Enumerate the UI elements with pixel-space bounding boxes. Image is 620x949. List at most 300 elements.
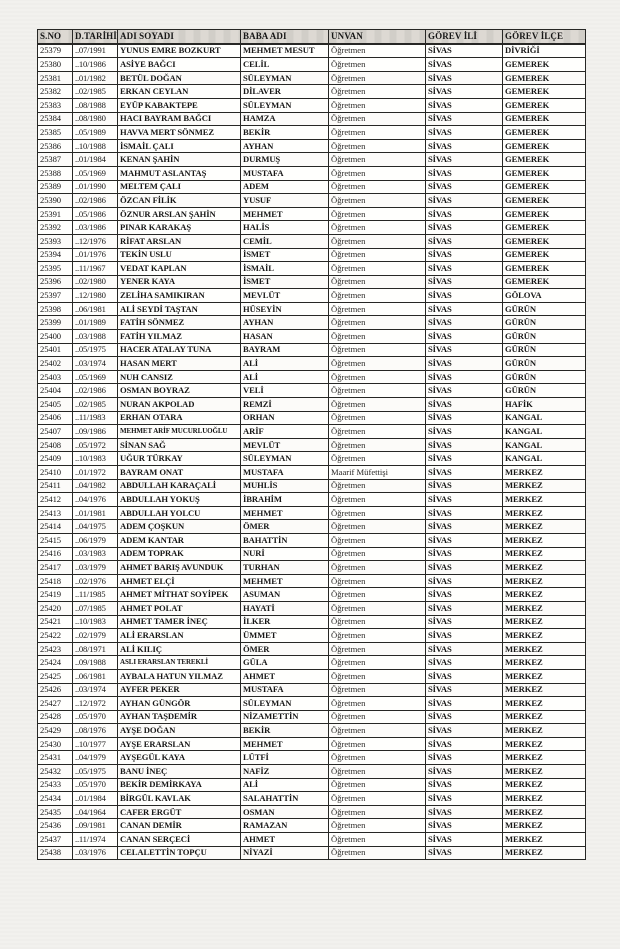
cell-father-name: ÜMMET bbox=[241, 629, 329, 643]
cell-birth-date: ..05/1989 bbox=[73, 126, 118, 140]
cell-title: Öğretmen bbox=[329, 588, 426, 602]
cell-sno: 25397 bbox=[38, 289, 73, 303]
cell-title: Öğretmen bbox=[329, 751, 426, 765]
cell-father-name: AHMET bbox=[241, 833, 329, 847]
cell-title: Öğretmen bbox=[329, 792, 426, 806]
cell-birth-date: ..05/1975 bbox=[73, 765, 118, 779]
cell-duty-province: SİVAS bbox=[426, 289, 503, 303]
cell-duty-district: GÜRÜN bbox=[503, 370, 586, 384]
cell-father-name: BAYRAM bbox=[241, 343, 329, 357]
cell-title: Öğretmen bbox=[329, 493, 426, 507]
cell-father-name: GÜLA bbox=[241, 656, 329, 670]
cell-title: Öğretmen bbox=[329, 112, 426, 126]
cell-father-name: BEKİR bbox=[241, 724, 329, 738]
cell-title: Öğretmen bbox=[329, 724, 426, 738]
cell-duty-district: MERKEZ bbox=[503, 506, 586, 520]
cell-father-name: YUSUF bbox=[241, 194, 329, 208]
cell-father-name: ALİ bbox=[241, 370, 329, 384]
table-row bbox=[38, 153, 586, 167]
cell-birth-date: ..03/1983 bbox=[73, 547, 118, 561]
table-row bbox=[38, 561, 586, 575]
cell-duty-province: SİVAS bbox=[426, 629, 503, 643]
cell-duty-province: SİVAS bbox=[426, 425, 503, 439]
cell-duty-province: SİVAS bbox=[426, 805, 503, 819]
cell-title: Öğretmen bbox=[329, 85, 426, 99]
cell-title: Öğretmen bbox=[329, 601, 426, 615]
cell-duty-province: SİVAS bbox=[426, 452, 503, 466]
cell-father-name: SÜLEYMAN bbox=[241, 452, 329, 466]
cell-sno: 25391 bbox=[38, 207, 73, 221]
cell-sno: 25398 bbox=[38, 302, 73, 316]
cell-sno: 25417 bbox=[38, 561, 73, 575]
cell-father-name: MEHMET bbox=[241, 506, 329, 520]
cell-duty-province: SİVAS bbox=[426, 642, 503, 656]
table-row bbox=[38, 710, 586, 724]
cell-father-name: ÖMER bbox=[241, 642, 329, 656]
cell-duty-province: SİVAS bbox=[426, 411, 503, 425]
cell-duty-district: GEMEREK bbox=[503, 126, 586, 140]
cell-father-name: DİLAVER bbox=[241, 85, 329, 99]
cell-sno: 25419 bbox=[38, 588, 73, 602]
cell-birth-date: ..11/1983 bbox=[73, 411, 118, 425]
cell-birth-date: ..04/1975 bbox=[73, 520, 118, 534]
cell-father-name: NURİ bbox=[241, 547, 329, 561]
cell-father-name: ALİ bbox=[241, 357, 329, 371]
cell-father-name: MEHMET bbox=[241, 207, 329, 221]
cell-duty-district: MERKEZ bbox=[503, 642, 586, 656]
table-row bbox=[38, 112, 586, 126]
cell-birth-date: ..01/1989 bbox=[73, 316, 118, 330]
cell-birth-date: ..06/1981 bbox=[73, 669, 118, 683]
cell-duty-district: MERKEZ bbox=[503, 533, 586, 547]
cell-sno: 25433 bbox=[38, 778, 73, 792]
cell-duty-district: GÖLOVA bbox=[503, 289, 586, 303]
table-row bbox=[38, 425, 586, 439]
cell-sno: 25412 bbox=[38, 493, 73, 507]
header-row bbox=[38, 30, 586, 44]
cell-birth-date: ..08/1988 bbox=[73, 98, 118, 112]
cell-title: Öğretmen bbox=[329, 411, 426, 425]
cell-title: Öğretmen bbox=[329, 452, 426, 466]
cell-duty-district: GÜRÜN bbox=[503, 343, 586, 357]
table-row bbox=[38, 792, 586, 806]
cell-title: Maarif Müfettişi bbox=[329, 466, 426, 480]
cell-title: Öğretmen bbox=[329, 316, 426, 330]
cell-sno: 25404 bbox=[38, 384, 73, 398]
cell-full-name: CELALETTİN TOPÇU bbox=[118, 846, 241, 860]
cell-birth-date: ..08/1980 bbox=[73, 112, 118, 126]
table-row bbox=[38, 438, 586, 452]
cell-duty-province: SİVAS bbox=[426, 370, 503, 384]
cell-full-name: CAFER ERGÜT bbox=[118, 805, 241, 819]
cell-title: Öğretmen bbox=[329, 642, 426, 656]
table-row bbox=[38, 85, 586, 99]
table-row bbox=[38, 778, 586, 792]
cell-sno: 25393 bbox=[38, 234, 73, 248]
cell-sno: 25381 bbox=[38, 71, 73, 85]
cell-full-name: OSMAN BOYRAZ bbox=[118, 384, 241, 398]
cell-full-name: ADEM TOPRAK bbox=[118, 547, 241, 561]
cell-duty-province: SİVAS bbox=[426, 547, 503, 561]
cell-duty-district: GEMEREK bbox=[503, 194, 586, 208]
cell-duty-province: SİVAS bbox=[426, 533, 503, 547]
cell-full-name: BAYRAM ONAT bbox=[118, 466, 241, 480]
cell-father-name: NAFİZ bbox=[241, 765, 329, 779]
cell-duty-province: SİVAS bbox=[426, 737, 503, 751]
cell-father-name: CEMİL bbox=[241, 234, 329, 248]
cell-duty-province: SİVAS bbox=[426, 207, 503, 221]
cell-duty-province: SİVAS bbox=[426, 819, 503, 833]
cell-duty-province: SİVAS bbox=[426, 765, 503, 779]
cell-sno: 25385 bbox=[38, 126, 73, 140]
cell-father-name: ASUMAN bbox=[241, 588, 329, 602]
cell-full-name: ABDULLAH YOKUŞ bbox=[118, 493, 241, 507]
cell-birth-date: ..12/1980 bbox=[73, 289, 118, 303]
table-row bbox=[38, 180, 586, 194]
cell-sno: 25394 bbox=[38, 248, 73, 262]
cell-duty-province: SİVAS bbox=[426, 493, 503, 507]
cell-father-name: AYHAN bbox=[241, 316, 329, 330]
cell-father-name: MUSTAFA bbox=[241, 683, 329, 697]
cell-sno: 25380 bbox=[38, 58, 73, 72]
cell-birth-date: ..02/1979 bbox=[73, 629, 118, 643]
cell-sno: 25392 bbox=[38, 221, 73, 235]
table-row bbox=[38, 656, 586, 670]
cell-birth-date: ..11/1985 bbox=[73, 588, 118, 602]
cell-duty-district: MERKEZ bbox=[503, 710, 586, 724]
table-row bbox=[38, 302, 586, 316]
cell-father-name: MEHMET bbox=[241, 574, 329, 588]
cell-title: Öğretmen bbox=[329, 357, 426, 371]
cell-duty-district: KANGAL bbox=[503, 438, 586, 452]
cell-title: Öğretmen bbox=[329, 207, 426, 221]
cell-duty-province: SİVAS bbox=[426, 710, 503, 724]
cell-duty-district: GEMEREK bbox=[503, 153, 586, 167]
cell-sno: 25401 bbox=[38, 343, 73, 357]
cell-title: Öğretmen bbox=[329, 71, 426, 85]
cell-sno: 25426 bbox=[38, 683, 73, 697]
cell-duty-district: MERKEZ bbox=[503, 520, 586, 534]
cell-birth-date: ..03/1979 bbox=[73, 561, 118, 575]
cell-full-name: AYBALA HATUN YILMAZ bbox=[118, 669, 241, 683]
cell-title: Öğretmen bbox=[329, 289, 426, 303]
cell-duty-province: SİVAS bbox=[426, 683, 503, 697]
cell-duty-district: HAFİK bbox=[503, 398, 586, 412]
table-row bbox=[38, 669, 586, 683]
cell-duty-district: KANGAL bbox=[503, 425, 586, 439]
cell-father-name: MEHMET bbox=[241, 737, 329, 751]
table-row bbox=[38, 98, 586, 112]
cell-sno: 25416 bbox=[38, 547, 73, 561]
cell-duty-district: GEMEREK bbox=[503, 85, 586, 99]
cell-duty-province: SİVAS bbox=[426, 262, 503, 276]
cell-sno: 25425 bbox=[38, 669, 73, 683]
cell-duty-district: KANGAL bbox=[503, 411, 586, 425]
cell-duty-province: SİVAS bbox=[426, 833, 503, 847]
cell-duty-district: MERKEZ bbox=[503, 737, 586, 751]
cell-father-name: ALİ bbox=[241, 778, 329, 792]
cell-father-name: VELİ bbox=[241, 384, 329, 398]
table-row bbox=[38, 805, 586, 819]
cell-father-name: MEVLÜT bbox=[241, 438, 329, 452]
table-row bbox=[38, 343, 586, 357]
cell-duty-district: GEMEREK bbox=[503, 98, 586, 112]
cell-full-name: AHMET POLAT bbox=[118, 601, 241, 615]
cell-sno: 25414 bbox=[38, 520, 73, 534]
cell-birth-date: ..02/1980 bbox=[73, 275, 118, 289]
table-row bbox=[38, 520, 586, 534]
table-row bbox=[38, 737, 586, 751]
cell-father-name: HÜSEYİN bbox=[241, 302, 329, 316]
cell-birth-date: ..12/1976 bbox=[73, 234, 118, 248]
cell-birth-date: ..05/1970 bbox=[73, 778, 118, 792]
cell-duty-province: SİVAS bbox=[426, 506, 503, 520]
cell-father-name: ORHAN bbox=[241, 411, 329, 425]
cell-sno: 25382 bbox=[38, 85, 73, 99]
cell-duty-province: SİVAS bbox=[426, 248, 503, 262]
cell-title: Öğretmen bbox=[329, 234, 426, 248]
cell-birth-date: ..04/1976 bbox=[73, 493, 118, 507]
cell-sno: 25422 bbox=[38, 629, 73, 643]
cell-duty-province: SİVAS bbox=[426, 330, 503, 344]
cell-father-name: NİYAZİ bbox=[241, 846, 329, 860]
cell-father-name: SÜLEYMAN bbox=[241, 98, 329, 112]
cell-full-name: BEKİR DEMİRKAYA bbox=[118, 778, 241, 792]
cell-duty-district: MERKEZ bbox=[503, 846, 586, 860]
cell-father-name: MEVLÜT bbox=[241, 289, 329, 303]
cell-father-name: BAHATTİN bbox=[241, 533, 329, 547]
cell-duty-province: SİVAS bbox=[426, 601, 503, 615]
cell-duty-province: SİVAS bbox=[426, 588, 503, 602]
cell-sno: 25431 bbox=[38, 751, 73, 765]
cell-duty-province: SİVAS bbox=[426, 44, 503, 58]
cell-sno: 25403 bbox=[38, 370, 73, 384]
cell-duty-district: MERKEZ bbox=[503, 751, 586, 765]
cell-title: Öğretmen bbox=[329, 166, 426, 180]
table-row bbox=[38, 262, 586, 276]
cell-duty-district: GÜRÜN bbox=[503, 357, 586, 371]
cell-father-name: HAYATİ bbox=[241, 601, 329, 615]
header-cell-sno: S.NO bbox=[38, 30, 73, 44]
cell-full-name: YUNUS EMRE BOZKURT bbox=[118, 44, 241, 58]
table-row bbox=[38, 601, 586, 615]
cell-full-name: YENER KAYA bbox=[118, 275, 241, 289]
cell-full-name: PINAR KARAKAŞ bbox=[118, 221, 241, 235]
cell-title: Öğretmen bbox=[329, 438, 426, 452]
cell-sno: 25409 bbox=[38, 452, 73, 466]
cell-full-name: ADEM ÇOŞKUN bbox=[118, 520, 241, 534]
cell-full-name: CANAN SERÇECİ bbox=[118, 833, 241, 847]
cell-duty-district: DİVRİĞİ bbox=[503, 44, 586, 58]
cell-full-name: MELTEM ÇALI bbox=[118, 180, 241, 194]
cell-duty-province: SİVAS bbox=[426, 724, 503, 738]
cell-full-name: HACI BAYRAM BAĞCI bbox=[118, 112, 241, 126]
cell-birth-date: ..06/1981 bbox=[73, 302, 118, 316]
cell-sno: 25383 bbox=[38, 98, 73, 112]
cell-sno: 25386 bbox=[38, 139, 73, 153]
cell-duty-province: SİVAS bbox=[426, 466, 503, 480]
cell-duty-district: GEMEREK bbox=[503, 71, 586, 85]
cell-birth-date: ..10/1986 bbox=[73, 58, 118, 72]
cell-father-name: AYHAN bbox=[241, 139, 329, 153]
cell-full-name: NUH CANSIZ bbox=[118, 370, 241, 384]
cell-sno: 25406 bbox=[38, 411, 73, 425]
cell-father-name: NİZAMETTİN bbox=[241, 710, 329, 724]
cell-sno: 25437 bbox=[38, 833, 73, 847]
cell-duty-district: MERKEZ bbox=[503, 805, 586, 819]
cell-full-name: RİFAT ARSLAN bbox=[118, 234, 241, 248]
cell-duty-province: SİVAS bbox=[426, 126, 503, 140]
cell-duty-district: GÜRÜN bbox=[503, 316, 586, 330]
cell-title: Öğretmen bbox=[329, 805, 426, 819]
cell-sno: 25387 bbox=[38, 153, 73, 167]
cell-duty-province: SİVAS bbox=[426, 180, 503, 194]
cell-father-name: REMZİ bbox=[241, 398, 329, 412]
cell-sno: 25388 bbox=[38, 166, 73, 180]
cell-father-name: CELİL bbox=[241, 58, 329, 72]
cell-duty-district: MERKEZ bbox=[503, 601, 586, 615]
cell-duty-district: MERKEZ bbox=[503, 561, 586, 575]
header-cell-full-name: ADI SOYADI bbox=[118, 30, 241, 44]
cell-father-name: HAMZA bbox=[241, 112, 329, 126]
cell-birth-date: ..05/1969 bbox=[73, 370, 118, 384]
header-cell-title: UNVAN bbox=[329, 30, 426, 44]
cell-sno: 25421 bbox=[38, 615, 73, 629]
cell-duty-province: SİVAS bbox=[426, 778, 503, 792]
cell-sno: 25438 bbox=[38, 846, 73, 860]
table-header bbox=[38, 30, 586, 44]
cell-title: Öğretmen bbox=[329, 58, 426, 72]
cell-duty-district: KANGAL bbox=[503, 452, 586, 466]
table-row bbox=[38, 316, 586, 330]
cell-birth-date: ..01/1972 bbox=[73, 466, 118, 480]
cell-full-name: AYFER PEKER bbox=[118, 683, 241, 697]
cell-father-name: AHMET bbox=[241, 669, 329, 683]
table-row bbox=[38, 629, 586, 643]
cell-duty-district: GÜRÜN bbox=[503, 384, 586, 398]
cell-title: Öğretmen bbox=[329, 98, 426, 112]
cell-duty-district: MERKEZ bbox=[503, 683, 586, 697]
cell-duty-province: SİVAS bbox=[426, 58, 503, 72]
table-row bbox=[38, 466, 586, 480]
table-row bbox=[38, 248, 586, 262]
cell-full-name: ERKAN CEYLAN bbox=[118, 85, 241, 99]
cell-title: Öğretmen bbox=[329, 221, 426, 235]
table-row bbox=[38, 194, 586, 208]
cell-birth-date: ..01/1990 bbox=[73, 180, 118, 194]
cell-birth-date: ..02/1985 bbox=[73, 85, 118, 99]
cell-sno: 25407 bbox=[38, 425, 73, 439]
cell-title: Öğretmen bbox=[329, 153, 426, 167]
cell-full-name: ASİYE BAĞCI bbox=[118, 58, 241, 72]
table-row bbox=[38, 452, 586, 466]
table-row bbox=[38, 166, 586, 180]
cell-sno: 25413 bbox=[38, 506, 73, 520]
cell-duty-province: SİVAS bbox=[426, 112, 503, 126]
table-row bbox=[38, 370, 586, 384]
cell-full-name: AYHAN GÜNGÖR bbox=[118, 697, 241, 711]
cell-full-name: BİRGÜL KAVLAK bbox=[118, 792, 241, 806]
cell-sno: 25428 bbox=[38, 710, 73, 724]
cell-sno: 25396 bbox=[38, 275, 73, 289]
cell-duty-province: SİVAS bbox=[426, 166, 503, 180]
table-row bbox=[38, 683, 586, 697]
cell-title: Öğretmen bbox=[329, 520, 426, 534]
cell-duty-district: MERKEZ bbox=[503, 724, 586, 738]
cell-sno: 25418 bbox=[38, 574, 73, 588]
cell-title: Öğretmen bbox=[329, 710, 426, 724]
table-row bbox=[38, 398, 586, 412]
table-row bbox=[38, 533, 586, 547]
cell-birth-date: ..03/1974 bbox=[73, 683, 118, 697]
cell-duty-district: GEMEREK bbox=[503, 58, 586, 72]
cell-duty-district: GEMEREK bbox=[503, 275, 586, 289]
cell-birth-date: ..04/1982 bbox=[73, 479, 118, 493]
cell-father-name: SÜLEYMAN bbox=[241, 71, 329, 85]
cell-father-name: MUSTAFA bbox=[241, 466, 329, 480]
cell-title: Öğretmen bbox=[329, 737, 426, 751]
cell-duty-district: MERKEZ bbox=[503, 547, 586, 561]
cell-duty-province: SİVAS bbox=[426, 221, 503, 235]
cell-birth-date: ..09/1988 bbox=[73, 656, 118, 670]
cell-title: Öğretmen bbox=[329, 506, 426, 520]
cell-full-name: AHMET MİTHAT SOYİPEK bbox=[118, 588, 241, 602]
cell-title: Öğretmen bbox=[329, 669, 426, 683]
cell-birth-date: ..11/1974 bbox=[73, 833, 118, 847]
cell-father-name: ÖMER bbox=[241, 520, 329, 534]
cell-father-name: ADEM bbox=[241, 180, 329, 194]
cell-full-name: BETÜL DOĞAN bbox=[118, 71, 241, 85]
cell-title: Öğretmen bbox=[329, 44, 426, 58]
cell-sno: 25429 bbox=[38, 724, 73, 738]
table-row bbox=[38, 724, 586, 738]
cell-title: Öğretmen bbox=[329, 833, 426, 847]
cell-full-name: SİNAN SAĞ bbox=[118, 438, 241, 452]
cell-sno: 25379 bbox=[38, 44, 73, 58]
cell-sno: 25399 bbox=[38, 316, 73, 330]
table-row bbox=[38, 697, 586, 711]
cell-duty-district: MERKEZ bbox=[503, 629, 586, 643]
cell-full-name: AHMET BARIŞ AVUNDUK bbox=[118, 561, 241, 575]
cell-father-name: LÜTFİ bbox=[241, 751, 329, 765]
cell-birth-date: ..02/1986 bbox=[73, 194, 118, 208]
cell-full-name: ALİ ERARSLAN bbox=[118, 629, 241, 643]
cell-duty-district: MERKEZ bbox=[503, 479, 586, 493]
cell-sno: 25389 bbox=[38, 180, 73, 194]
cell-full-name: HAVVA MERT SÖNMEZ bbox=[118, 126, 241, 140]
cell-duty-province: SİVAS bbox=[426, 275, 503, 289]
cell-duty-district: MERKEZ bbox=[503, 697, 586, 711]
table-row bbox=[38, 588, 586, 602]
cell-birth-date: ..08/1976 bbox=[73, 724, 118, 738]
cell-duty-province: SİVAS bbox=[426, 438, 503, 452]
cell-birth-date: ..04/1979 bbox=[73, 751, 118, 765]
cell-duty-district: MERKEZ bbox=[503, 574, 586, 588]
table-row bbox=[38, 139, 586, 153]
cell-title: Öğretmen bbox=[329, 126, 426, 140]
cell-full-name: MAHMUT ASLANTAŞ bbox=[118, 166, 241, 180]
cell-duty-district: GEMEREK bbox=[503, 139, 586, 153]
cell-sno: 25400 bbox=[38, 330, 73, 344]
cell-title: Öğretmen bbox=[329, 275, 426, 289]
cell-sno: 25427 bbox=[38, 697, 73, 711]
cell-title: Öğretmen bbox=[329, 697, 426, 711]
cell-full-name: ZELİHA SAMIKIRAN bbox=[118, 289, 241, 303]
cell-father-name: SALAHATTİN bbox=[241, 792, 329, 806]
cell-duty-province: SİVAS bbox=[426, 520, 503, 534]
cell-birth-date: ..01/1976 bbox=[73, 248, 118, 262]
table-body bbox=[38, 44, 586, 860]
